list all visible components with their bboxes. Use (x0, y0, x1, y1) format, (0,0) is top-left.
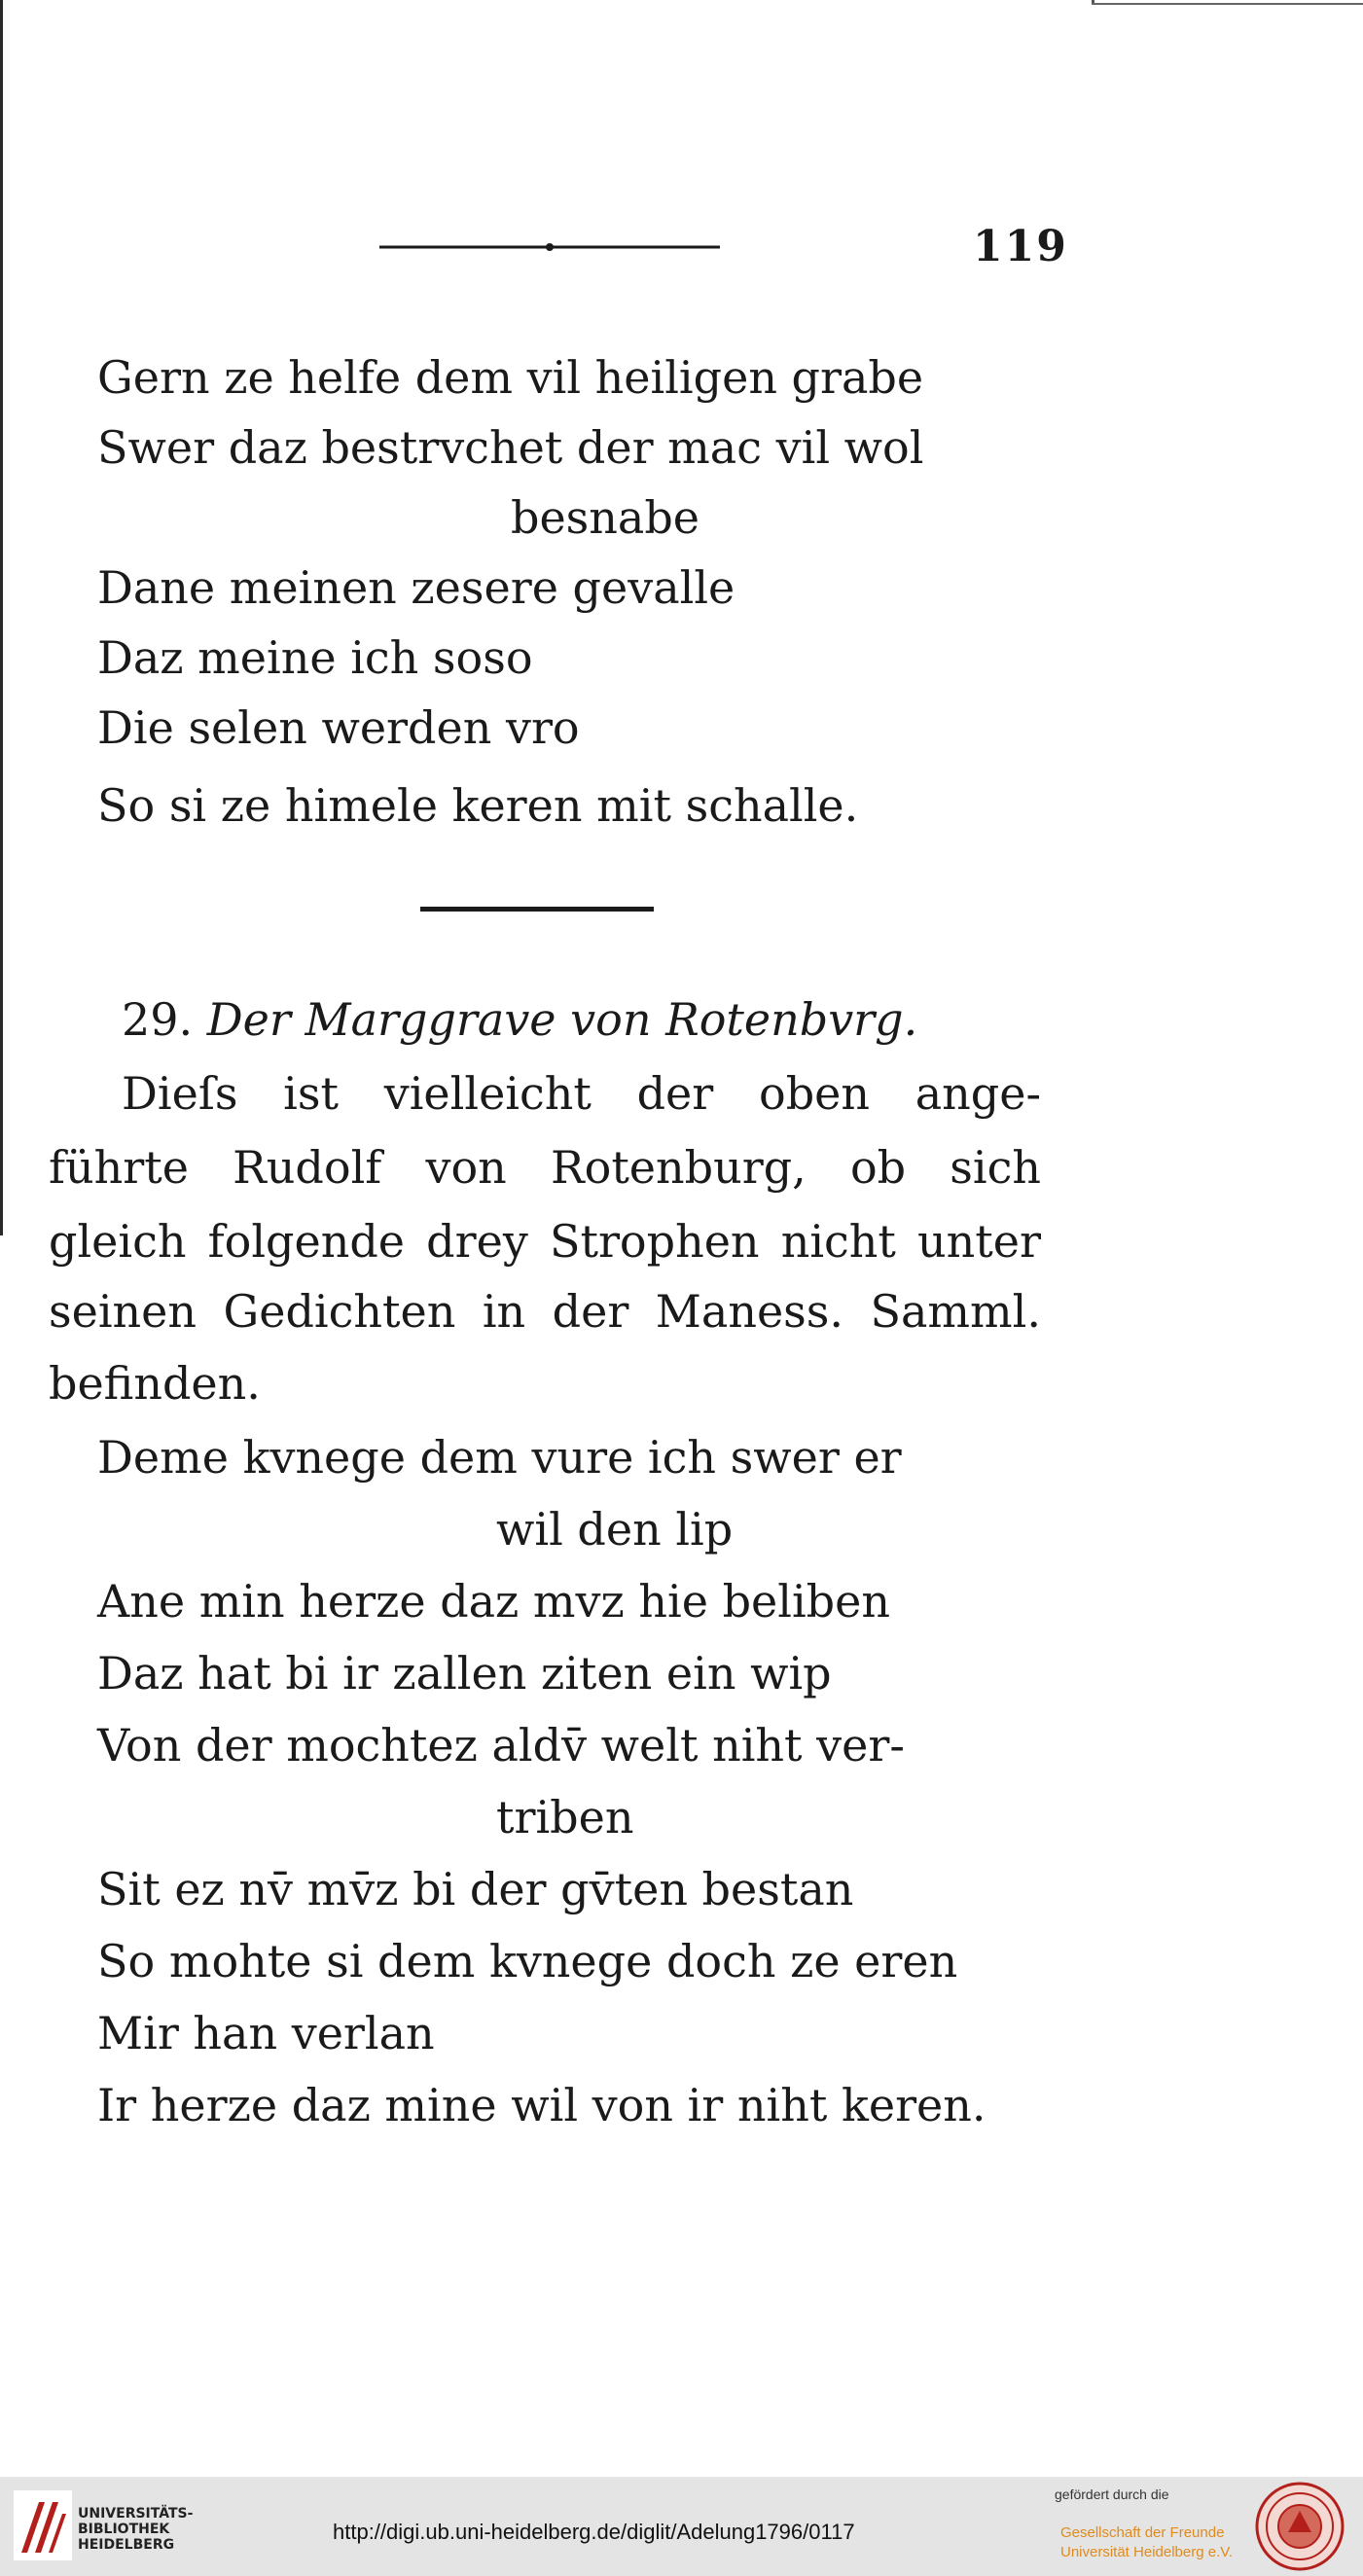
section-title: Der Marggrave von Rotenbvrg. (206, 993, 918, 1046)
page-number: 119 (973, 222, 1068, 271)
verse-line: Ane min herze daz mvz hie beliben (97, 1575, 890, 1628)
library-name (78, 2506, 193, 2553)
verse-line: Sit ez nv̄ mv̄z bi der gv̄ten bestan (97, 1863, 854, 1915)
verse-line: Deme kvnege dem vure ich swer er (97, 1431, 902, 1484)
verse-line: Gern ze helfe dem vil heiligen grabe (97, 351, 924, 404)
verse-line: Daz meine ich soso (97, 631, 533, 684)
library-name-line: HEIDELBERG (78, 2537, 175, 2553)
verse-line-continuation: besnabe (511, 491, 699, 544)
header-ornament (379, 243, 720, 251)
verse-line: So si ze himele keren mit schalle. (97, 779, 859, 832)
society-name-line: Gesellschaft der Freunde (1060, 2524, 1225, 2541)
funded-by-label: gefördert durch die (1055, 2487, 1169, 2502)
university-seal-icon (1255, 2482, 1345, 2571)
section-divider (420, 907, 654, 912)
verse-line: So mohte si dem kvnege doch ze eren (97, 1935, 958, 1987)
prose-line: Dieſs ist vielleicht der oben ange- (122, 1067, 1041, 1120)
library-name-line: UNIVERSITÄTS- (78, 2506, 194, 2522)
society-name (1060, 2523, 1233, 2562)
society-name-line: Universität Heidelberg e.V. (1060, 2544, 1234, 2560)
verse-line: Swer daz bestrvchet der mac vil wol (97, 421, 924, 474)
verse-line: Daz hat bi ir zallen ziten ein wip (97, 1647, 832, 1699)
scan-edge-left (0, 0, 3, 1235)
verse-line-continuation: triben (496, 1791, 634, 1843)
section-number: 29. (122, 993, 194, 1046)
footer-bar (0, 2477, 1363, 2576)
verse-line-continuation: wil den lip (496, 1503, 734, 1556)
verse-line: Mir han verlan (97, 2007, 435, 2059)
section-heading (122, 992, 917, 1047)
verse-line: Von der mochtez aldv̄ welt niht ver- (97, 1719, 905, 1771)
prose-line: seinen Gedichten in der Maness. Samml. (49, 1285, 1041, 1338)
university-library-logo-icon (14, 2490, 72, 2560)
verse-line: Die selen werden vro (97, 701, 580, 754)
prose-line: befinden. (49, 1357, 261, 1410)
library-name-line: BIBLIOTHEK (78, 2522, 170, 2537)
prose-line: führte Rudolf von Rotenburg, ob sich (49, 1141, 1041, 1194)
prose-line: gleich folgende drey Strophen nicht unter (49, 1215, 1041, 1268)
scan-edge-top-line (1092, 3, 1363, 5)
verse-line: Dane meinen zesere gevalle (97, 561, 735, 614)
verse-line: Ir herze daz mine wil von ir niht keren. (97, 2079, 986, 2131)
permalink-url[interactable]: http://digi.ub.uni-heidelberg.de/diglit/Adelung1796/0117 (333, 2520, 855, 2544)
